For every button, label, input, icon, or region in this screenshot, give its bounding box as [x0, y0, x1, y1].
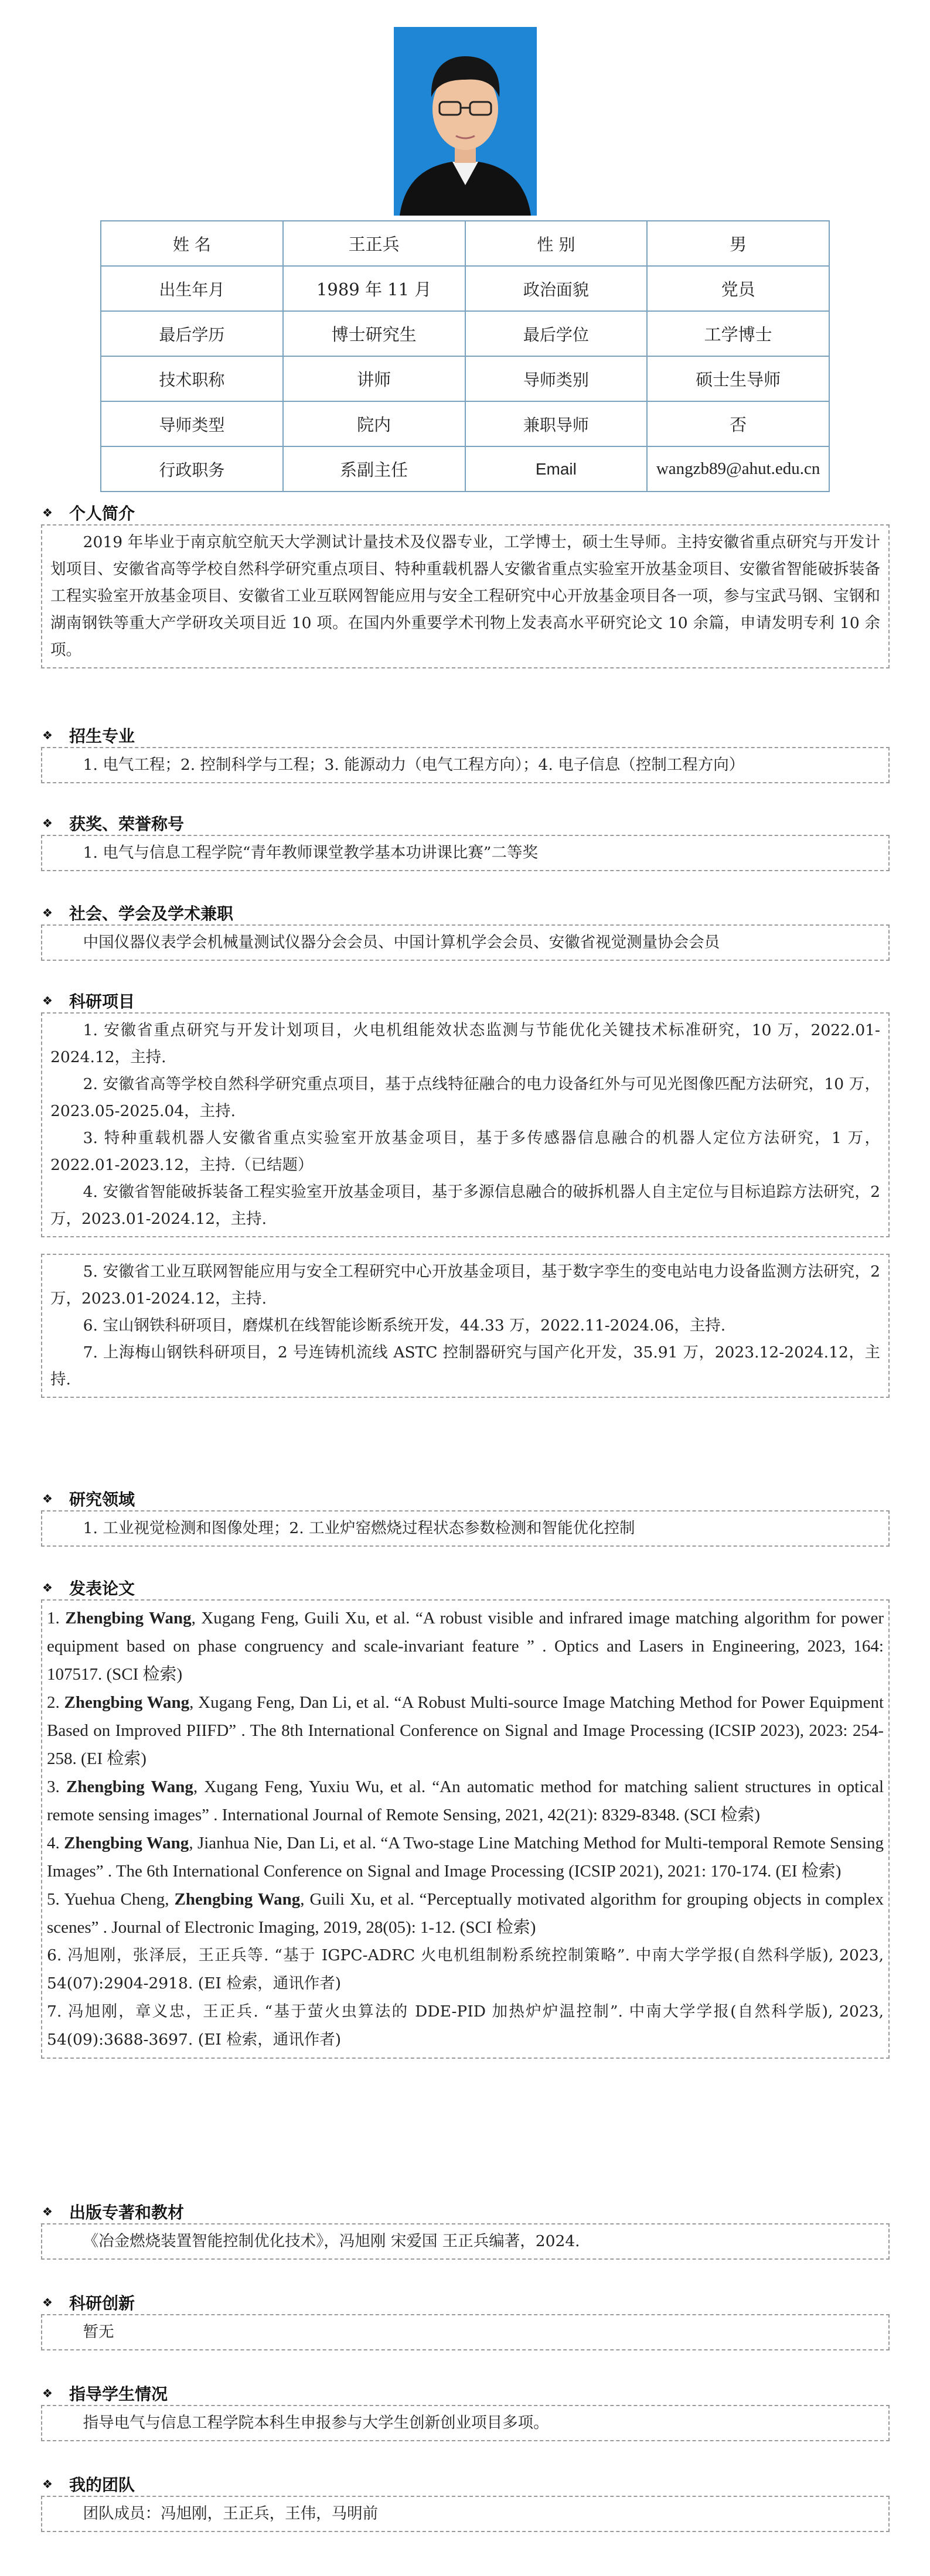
section-title: 科研创新	[69, 2294, 135, 2313]
section-heading	[41, 2381, 890, 2405]
section-heading	[41, 2472, 890, 2496]
diamond-bullet-icon: ❖	[42, 2477, 53, 2491]
diamond-bullet-icon: ❖	[42, 994, 53, 1008]
section-projects	[41, 989, 890, 1398]
diamond-bullet-icon: ❖	[42, 2205, 53, 2219]
section-title: 个人简介	[69, 504, 135, 523]
gender-value: 男	[647, 221, 829, 266]
section-social	[41, 901, 890, 961]
admin-position-value: 系副主任	[283, 446, 465, 492]
section-title: 我的团队	[69, 2475, 135, 2495]
section-title: 招生专业	[69, 726, 135, 746]
section-awards	[41, 811, 890, 871]
section-heading	[41, 1576, 890, 1599]
innovation-text: 暂无	[83, 2323, 114, 2341]
supervisor-type-value: 院内	[283, 401, 465, 446]
section-title: 科研项目	[69, 992, 135, 1011]
paper-author-bold: Zhengbing Wang	[64, 1693, 190, 1712]
section-team	[41, 2472, 890, 2532]
research-text: 1. 工业视觉检测和图像处理；2. 工业炉窑燃烧过程状态参数检测和智能优化控制	[83, 1519, 635, 1537]
paper-prefix: 5. Yuehua Cheng,	[47, 1890, 175, 1909]
section-title: 发表论文	[69, 1579, 135, 1598]
diamond-bullet-icon: ❖	[42, 906, 53, 920]
list-item: 2. 安徽省高等学校自然科学研究重点项目，基于点线特征融合的电力设备红外与可见光图像匹配方法研究，10 万，2023.05-2025.04，主持.	[50, 1075, 880, 1120]
section-innovation	[41, 2291, 890, 2350]
paper-rest: , Xugang Feng, Guili Xu, et al. “A robust visible and infrared image matching algorithm for power equipment based on phase congruency and scale-invariant feature ” . Optics and Lasers in Engineering, 2023, 164: 107517. (SCI 检索)	[47, 1609, 884, 1684]
paper-author-bold: Zhengbing Wang	[174, 1890, 301, 1909]
part-time-value: 否	[647, 401, 829, 446]
section-majors	[41, 724, 890, 783]
admin-position-label: 行政职务	[101, 446, 283, 492]
table-row	[101, 356, 829, 401]
diamond-bullet-icon: ❖	[42, 2386, 53, 2400]
part-time-label: 兼职导师	[465, 401, 648, 446]
section-box	[41, 524, 890, 668]
section-papers	[41, 1576, 890, 2059]
paper-prefix: 2.	[47, 1693, 64, 1712]
section-heading	[41, 811, 890, 835]
paper-author-bold: Zhengbing Wang	[66, 1777, 193, 1796]
table-row	[101, 446, 829, 492]
paper-prefix: 6. 冯旭刚，张泽辰，王正兵等. “基于 IGPC-ADRC 火电机组制粉系统控制策略”. 中南大学学报(自然科学版), 2023, 54(07):2904-2918. (EI 检索，通讯作者)	[47, 1946, 884, 1992]
list-item	[47, 1829, 884, 1885]
section-heading	[41, 1487, 890, 1510]
list-item: 1. 安徽省重点研究与开发计划项目，火电机组能效状态监测与节能优化关键技术标准研究，10 万，2022.01-2024.12，主持.	[50, 1021, 880, 1066]
section-box	[41, 1599, 890, 2059]
paper-rest: , Jianhua Nie, Dan Li, et al. “A Two-stage Line Matching Method for Multi-temporal Remote Sensing Images” . The 6th International Conference on Signal and Image Processing (ICSIP 2021), 2021: 170-174. (EI 检索)	[47, 1834, 884, 1881]
section-box	[41, 835, 890, 871]
paper-rest: , Xugang Feng, Dan Li, et al. “A Robust Multi-source Image Matching Method for Power Equipment Based on Improved PIIFD” . The 8th International Conference on Signal and Image Processing (ICSIP 2023), 2023: 254-258. (EI 检索)	[47, 1693, 884, 1768]
gender-label: 性 别	[465, 221, 648, 266]
section-box	[41, 2314, 890, 2350]
list-item	[47, 1942, 884, 1998]
paper-prefix: 1.	[47, 1609, 66, 1628]
education-value: 博士研究生	[283, 311, 465, 356]
section-box	[41, 1254, 890, 1398]
table-row	[101, 266, 829, 311]
section-title: 出版专著和教材	[69, 2203, 185, 2222]
section-intro	[41, 501, 890, 668]
section-title: 获奖、荣誉称号	[69, 814, 185, 834]
supervisor-type-label: 导师类型	[101, 401, 283, 446]
diamond-bullet-icon: ❖	[42, 506, 53, 520]
profile-table	[100, 220, 830, 492]
books-text: 《冶金燃烧装置智能控制优化技术》，冯旭刚 宋爱国 王正兵编著，2024.	[83, 2232, 580, 2250]
paper-prefix: 3.	[47, 1777, 66, 1796]
list-item	[47, 1885, 884, 1942]
supervisor-category-label: 导师类别	[465, 356, 648, 401]
profile-photo	[394, 27, 537, 216]
degree-value: 工学博士	[647, 311, 829, 356]
list-item: 6. 宝山钢铁科研项目，磨煤机在线智能诊断系统开发，44.33 万，2022.11-2024.06，主持.	[83, 1316, 726, 1335]
section-research	[41, 1487, 890, 1547]
email-label: Email	[465, 446, 648, 492]
list-item: 4. 安徽省智能破拆装备工程实验室开放基金项目，基于多源信息融合的破拆机器人自主定位与目标追踪方法研究，2 万，2023.01-2024.12，主持.	[50, 1183, 880, 1228]
section-box	[41, 1012, 890, 1237]
paper-rest: , Xugang Feng, Yuxiu Wu, et al. “An automatic method for matching salient structures in optical remote sensing images” . International Journal of Remote Sensing, 2021, 42(21): 8329-8348. (SCI 检索)	[47, 1777, 884, 1824]
section-box	[41, 2405, 890, 2441]
intro-text: 2019 年毕业于南京航空航天大学测试计量技术及仪器专业，工学博士，硕士生导师。主持安徽省重点研究与开发计划项目、安徽省高等学校自然科学研究重点项目、特种重载机器人安徽省重点实验室开放基金项目、安徽省智能破拆装备工程实验室开放基金项目、安徽省工业互联网智能应用与安全工程研究中心开放基金项目各一项，参与宝武马钢、宝钢和湖南钢铁等重大产学研攻关项目近 10 项。在国内外重要学术刊物上发表高水平研究论文 10 余篇，申请发明专利 10 余项。	[50, 533, 880, 659]
table-row	[101, 311, 829, 356]
degree-label: 最后学位	[465, 311, 648, 356]
politics-value: 党员	[647, 266, 829, 311]
section-box	[41, 747, 890, 783]
list-item	[47, 1688, 884, 1773]
section-title: 研究领域	[69, 1490, 135, 1509]
section-title: 社会、学会及学术兼职	[69, 904, 234, 923]
diamond-bullet-icon: ❖	[42, 728, 53, 742]
section-books	[41, 2200, 890, 2260]
table-row	[101, 221, 829, 266]
email-link[interactable]: wangzb89@ahut.edu.cn	[647, 446, 829, 492]
paper-prefix: 7. 冯旭刚，章义忠，王正兵. “基于萤火虫算法的 DDE-PID 加热炉炉温控制”. 中南大学学报(自然科学版), 2023, 54(09):3688-3697. (EI 检索，通讯作者)	[47, 2002, 884, 2049]
section-box	[41, 1510, 890, 1547]
team-text: 团队成员：冯旭刚，王正兵，王伟，马明前	[83, 2505, 379, 2523]
section-students	[41, 2381, 890, 2441]
list-item	[47, 1773, 884, 1829]
portrait-image	[394, 27, 537, 216]
birth-value: 1989 年 11 月	[283, 266, 465, 311]
section-box	[41, 2223, 890, 2260]
list-item: 5. 安徽省工业互联网智能应用与安全工程研究中心开放基金项目，基于数字孪生的变电站电力设备监测方法研究，2 万，2023.01-2024.12，主持.	[50, 1263, 880, 1308]
diamond-bullet-icon: ❖	[42, 1492, 53, 1506]
list-item	[47, 1998, 884, 2054]
list-item: 7. 上海梅山钢铁科研项目，2 号连铸机流线 ASTC 控制器研究与国产化开发，35.91 万，2023.12-2024.12，主持.	[50, 1343, 880, 1388]
section-box	[41, 2496, 890, 2532]
list-item	[47, 1604, 884, 1688]
social-text: 中国仪器仪表学会机械量测试仪器分会会员、中国计算机学会会员、安徽省视觉测量协会会员	[83, 933, 720, 951]
diamond-bullet-icon: ❖	[42, 1581, 53, 1595]
section-heading	[41, 724, 890, 747]
section-heading	[41, 989, 890, 1012]
awards-text: 1. 电气与信息工程学院“青年教师课堂教学基本功讲课比赛”二等奖	[83, 844, 538, 862]
name-value: 王正兵	[283, 221, 465, 266]
name-label: 姓 名	[101, 221, 283, 266]
diamond-bullet-icon: ❖	[42, 2295, 53, 2309]
section-heading	[41, 2200, 890, 2223]
paper-author-bold: Zhengbing Wang	[64, 1834, 189, 1852]
section-box	[41, 924, 890, 961]
diamond-bullet-icon: ❖	[42, 816, 53, 830]
birth-label: 出生年月	[101, 266, 283, 311]
majors-text: 1. 电气工程；2. 控制科学与工程；3. 能源动力（电气工程方向）；4. 电子信息（控制工程方向）	[83, 756, 745, 774]
paper-prefix: 4.	[47, 1834, 64, 1852]
title-label: 技术职称	[101, 356, 283, 401]
title-value: 讲师	[283, 356, 465, 401]
section-heading	[41, 901, 890, 924]
students-text: 指导电气与信息工程学院本科生申报参与大学生创新创业项目多项。	[83, 2414, 549, 2432]
politics-label: 政治面貌	[465, 266, 648, 311]
section-heading	[41, 2291, 890, 2314]
education-label: 最后学历	[101, 311, 283, 356]
supervisor-category-value: 硕士生导师	[647, 356, 829, 401]
list-item: 3. 特种重载机器人安徽省重点实验室开放基金项目，基于多传感器信息融合的机器人定位方法研究，1 万，2022.01-2023.12，主持.（已结题）	[50, 1129, 880, 1174]
section-heading	[41, 501, 890, 524]
section-title: 指导学生情况	[69, 2384, 168, 2404]
table-row	[101, 401, 829, 446]
paper-rest: , Guili Xu, et al. “Perceptually motivated algorithm for grouping objects in complex scenes” . Journal of Electronic Imaging, 2019, 28(05): 1-12. (SCI 检索)	[47, 1890, 884, 1937]
paper-author-bold: Zhengbing Wang	[65, 1609, 192, 1628]
